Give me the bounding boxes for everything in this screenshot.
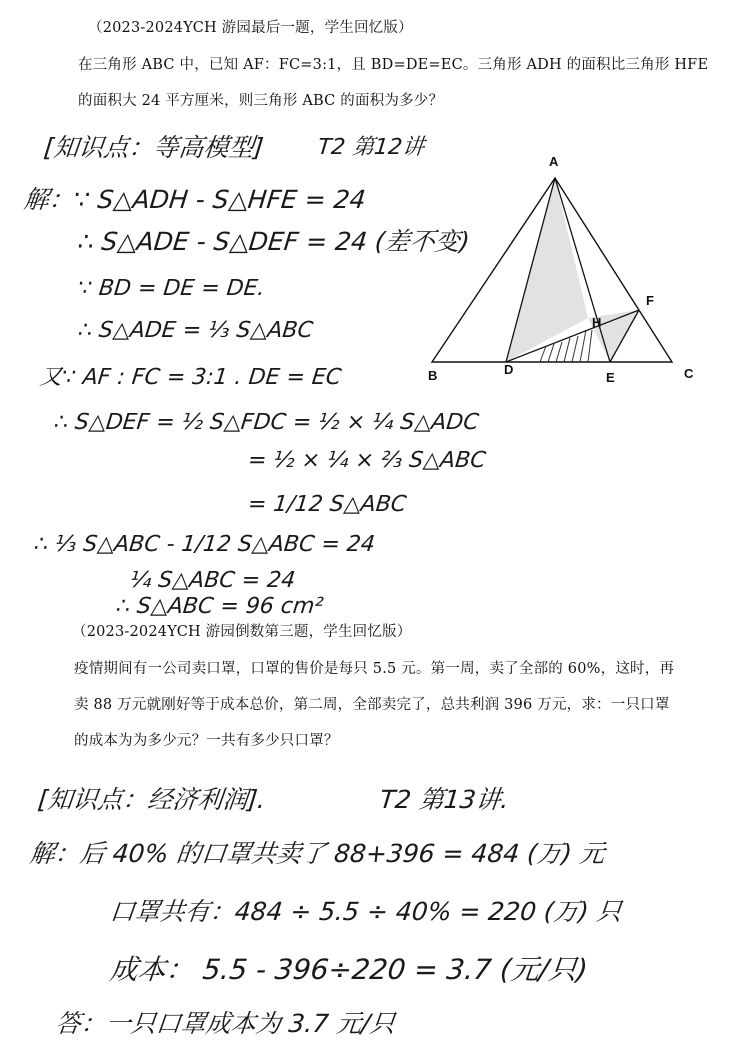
solution1-line7: = ½ × ¼ × ⅔ S△ABC: [246, 448, 487, 473]
solution2-line4: 答：一只口罩成本为 3.7 元/只: [54, 1009, 397, 1038]
solution2-ref: T2 第13讲.: [378, 785, 511, 814]
problem2-line1: 疫情期间有一公司卖口罩，口罩的售价是每只 5.5 元。第一周，卖了全部的 60%，这时，再: [74, 661, 675, 677]
solution1-line2: ∴ S△ADE - S△DEF = 24 (差不变): [76, 227, 472, 256]
solution1-line10: ¼ S△ABC = 24: [128, 568, 297, 593]
solution1-line8: = 1/12 S△ABC: [246, 492, 408, 517]
solution1-line5: 又∵ AF : FC = 3:1 . DE = EC: [38, 365, 343, 390]
solution1-ref: T2 第12讲: [316, 135, 426, 160]
label-a: A: [549, 154, 559, 169]
solution1-line11: ∴ S△ABC = 96 cm²: [114, 594, 325, 619]
label-h: H: [592, 315, 602, 330]
problem2-line3: 的成本为为多少元？一共有多少只口罩？: [74, 733, 339, 749]
problem1-line2: 的面积大 24 平方厘米，则三角形 ABC 的面积为多少？: [78, 93, 444, 109]
label-c: C: [684, 366, 694, 381]
solution1-line6: ∴ S△DEF = ½ S△FDC = ½ × ¼ S△ADC: [52, 410, 480, 435]
label-f: F: [646, 293, 654, 308]
problem1-line1: 在三角形 ABC 中，已知 AF：FC=3:1，且 BD=DE=EC。三角形 ADH 的面积比三角形 HFE: [78, 57, 709, 73]
label-e: E: [606, 370, 615, 385]
solution1-knowledge: [知识点：等高模型]: [42, 133, 265, 162]
solution2-line1: 解：后 40% 的口罩共卖了 88+396 = 484 (万) 元: [28, 839, 607, 868]
solution1-line1: 解：∵ S△ADH - S△HFE = 24: [22, 185, 368, 214]
problem2-source: （2023-2024YCH 游园倒数第三题，学生回忆版）: [72, 624, 412, 640]
solution2-line3: 成本： 5.5 - 396÷220 = 3.7 (元/只): [108, 953, 590, 986]
solution1-line3: ∵ BD = DE = DE.: [76, 276, 266, 301]
label-b: B: [428, 368, 438, 383]
solution2-line2: 口罩共有：484 ÷ 5.5 ÷ 40% = 220 (万) 只: [108, 897, 624, 926]
problem2-line2: 卖 88 万元就刚好等于成本总价，第二周，全部卖完了，总共利润 396 万元，求：一只口罩: [74, 697, 670, 713]
solution2-knowledge: [知识点：经济利润].: [36, 785, 267, 814]
triangle-figure: [420, 150, 720, 390]
problem1-source: （2023-2024YCH 游园最后一题，学生回忆版）: [88, 20, 413, 36]
solution1-line9: ∴ ⅓ S△ABC - 1/12 S△ABC = 24: [32, 532, 377, 557]
solution1-line4: ∴ S△ADE = ⅓ S△ABC: [76, 318, 315, 343]
label-d: D: [504, 362, 514, 377]
